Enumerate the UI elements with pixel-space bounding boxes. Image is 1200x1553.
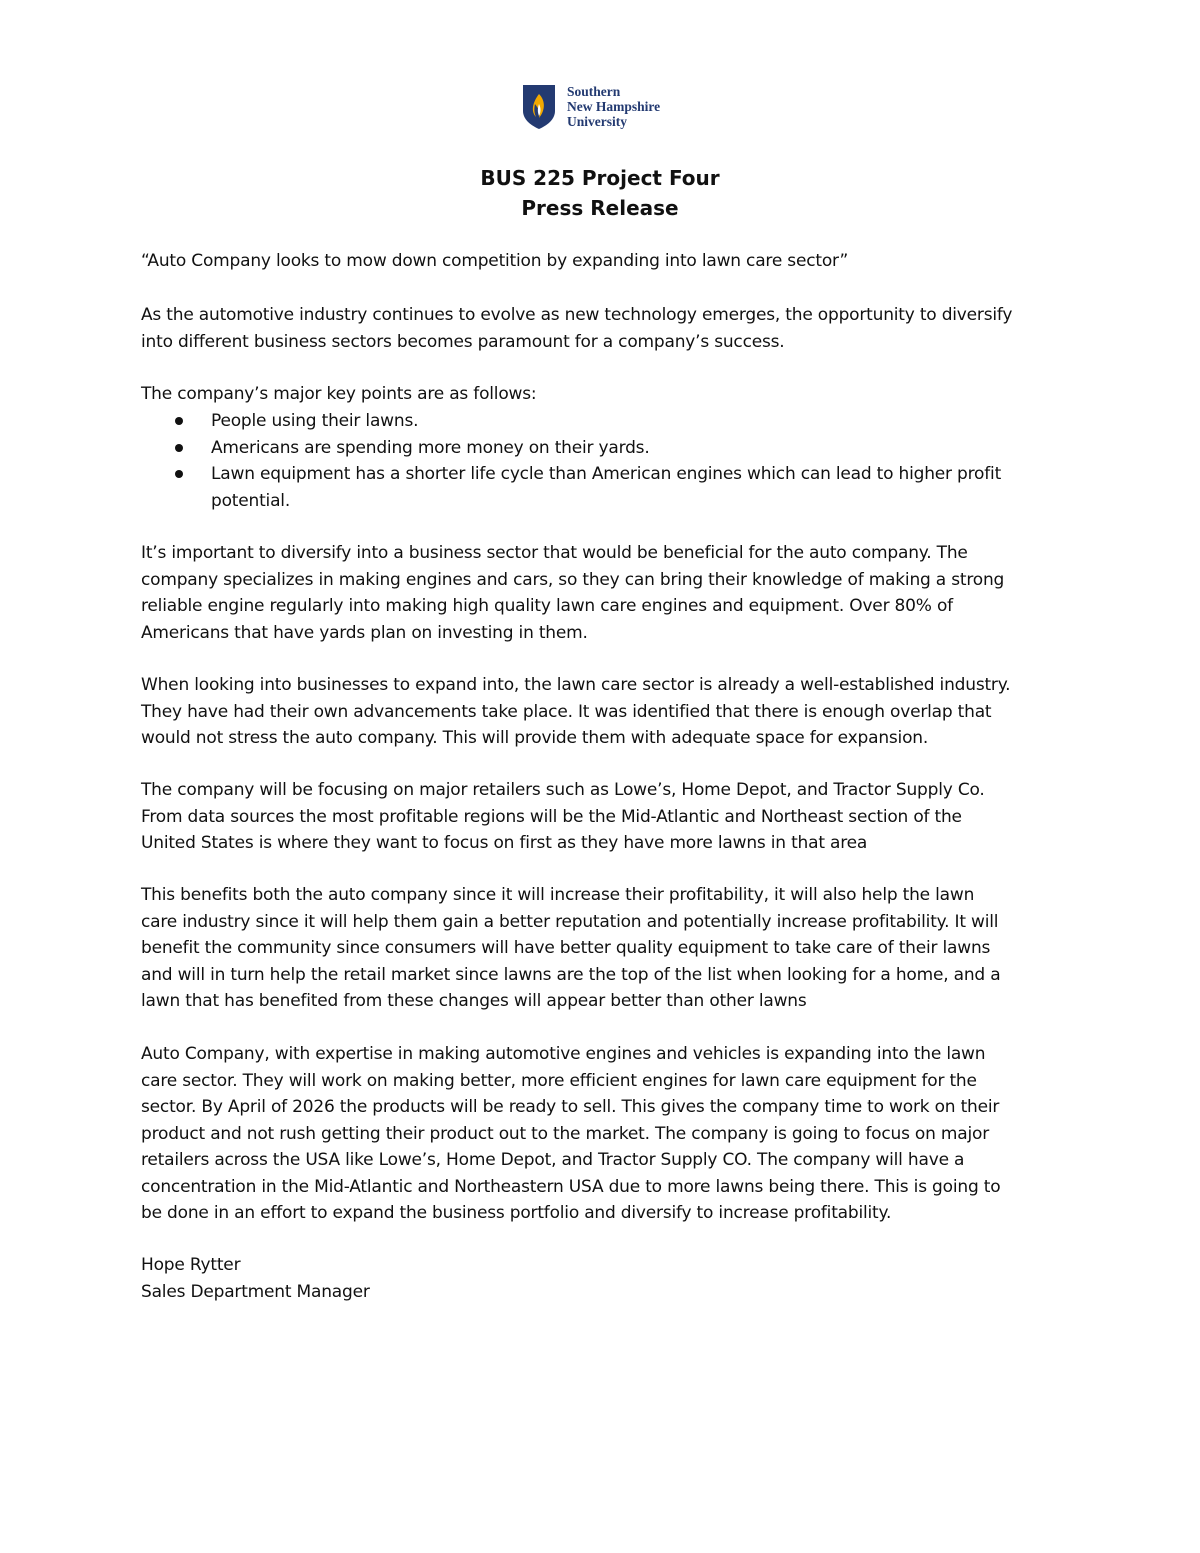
- paragraph-line: into different business sectors becomes paramount for a company’s success.: [141, 331, 785, 352]
- paragraph-line: benefit the community since consumers will have better quality equipment to take care of their lawns: [141, 938, 991, 958]
- paragraph-line: retailers across the USA like Lowe’s, Home Depot, and Tractor Supply CO. The company will have a: [141, 1150, 965, 1170]
- document-subtitle: Press Release: [521, 196, 679, 220]
- headline: “Auto Company looks to mow down competition by expanding into lawn care sector”: [141, 251, 849, 271]
- list-item-text: Americans are spending more money on their yards.: [211, 437, 650, 458]
- paragraph-benefits: [141, 882, 1071, 1015]
- paragraph-line: company specializes in making engines and cars, so they can bring their knowledge of making a strong: [141, 569, 1005, 590]
- logo-line: University: [567, 114, 627, 129]
- logo-line: New Hampshire: [567, 99, 661, 114]
- paragraph-retailers: [141, 777, 1071, 857]
- paragraph-line: The company will be focusing on major retailers such as Lowe’s, Home Depot, and Tractor Supply Co.: [141, 780, 985, 800]
- paragraph-line: product and not rush getting their product out to the market. The company is going to focus on major: [141, 1123, 990, 1144]
- paragraph-line: Auto Company, with expertise in making automotive engines and vehicles is expanding into the lawn: [141, 1044, 986, 1064]
- bullet-icon: [175, 470, 183, 478]
- paragraph-line: lawn that has benefited from these changes will appear better than other lawns: [141, 991, 807, 1011]
- list-item: [141, 461, 1071, 488]
- paragraph-line: reliable engine regularly into making high quality lawn care engines and equipment. Over 80% of: [141, 596, 953, 616]
- paragraph-line: United States is where they want to focus on first as they have more lawns in that area: [141, 833, 868, 853]
- list-item-text: Lawn equipment has a shorter life cycle than American engines which can lead to higher profit: [211, 464, 1002, 484]
- paragraph-expansion: [141, 672, 1071, 752]
- logo-line: Southern: [567, 84, 621, 99]
- university-logo: [522, 84, 692, 134]
- paragraph-line: From data sources the most profitable regions will be the Mid-Atlantic and Northeast section of the: [141, 806, 962, 827]
- paragraph-line: and will in turn help the retail market since lawns are the top of the list when looking for a home, and a: [141, 964, 1001, 985]
- paragraph-intro: [141, 302, 1071, 355]
- list-item: [141, 408, 1071, 435]
- paragraph-line: This benefits both the auto company since it will increase their profitability, it will also help the lawn: [141, 885, 975, 905]
- bullet-icon: [175, 417, 183, 425]
- signature-block: [141, 1252, 1071, 1305]
- paragraph-line: It’s important to diversify into a business sector that would be beneficial for the auto company. The: [141, 543, 968, 563]
- key-points-intro: The company’s major key points are as follows:: [141, 384, 537, 404]
- signature-role: Sales Department Manager: [141, 1281, 370, 1302]
- paragraph-line: sector. By April of 2026 the products will be ready to sell. This gives the company time to work on their: [141, 1097, 1000, 1117]
- key-points-list: [141, 408, 1071, 514]
- logo-wordmark: [567, 84, 660, 129]
- paragraph-line: When looking into businesses to expand into, the lawn care sector is already a well-established industry.: [141, 675, 1011, 695]
- paragraph-line: care sector. They will work on making better, more efficient engines for lawn care equipment for the: [141, 1070, 977, 1091]
- document-title: BUS 225 Project Four: [480, 166, 720, 190]
- paragraph-line: As the automotive industry continues to evolve as new technology emerges, the opportunity to diversify: [141, 305, 1013, 325]
- paragraph-diversify: [141, 540, 1071, 646]
- paragraph-line: Americans that have yards plan on investing in them.: [141, 622, 588, 643]
- list-item-text: People using their lawns.: [211, 411, 419, 431]
- paragraph-line: care industry since it will help them gain a better reputation and potentially increase profitability. It will: [141, 911, 999, 932]
- list-item-continuation: [141, 488, 1071, 515]
- paragraph-line: be done in an effort to expand the business portfolio and diversify to increase profitability.: [141, 1203, 892, 1223]
- paragraph-line: concentration in the Mid-Atlantic and Northeastern USA due to more lawns being there. This is going to: [141, 1176, 1001, 1197]
- shield-flame-icon: [522, 84, 556, 130]
- list-item: [141, 435, 1071, 462]
- list-item-text: potential.: [211, 490, 291, 511]
- paragraph-line: They have had their own advancements take place. It was identified that there is enough overlap that: [141, 701, 992, 722]
- signature-name: Hope Rytter: [141, 1255, 241, 1275]
- paragraph-summary: [141, 1041, 1071, 1227]
- bullet-icon: [175, 444, 183, 452]
- paragraph-line: would not stress the auto company. This will provide them with adequate space for expansion.: [141, 728, 929, 748]
